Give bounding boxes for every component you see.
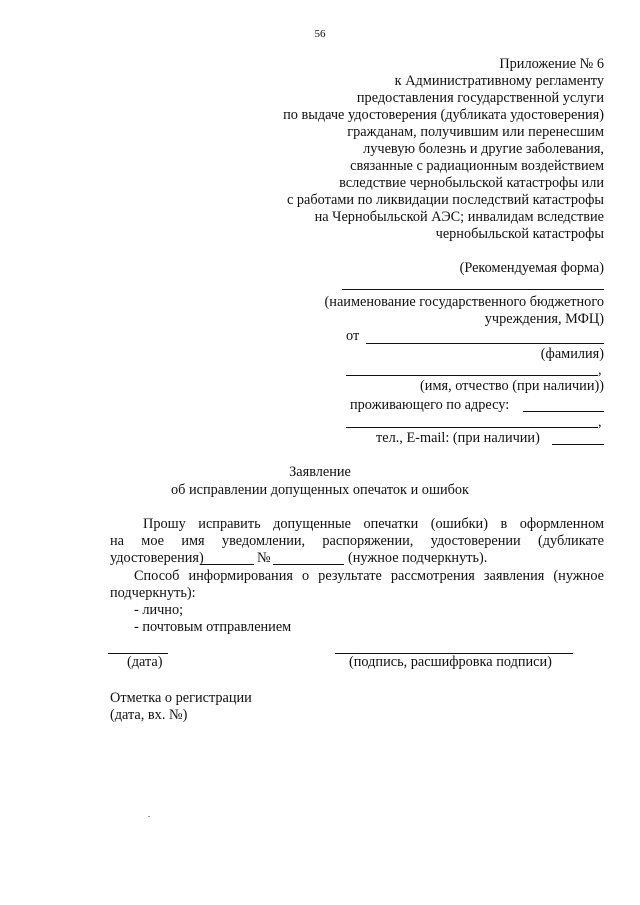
registration-mark: Отметка о регистрации bbox=[110, 690, 252, 706]
date-blank-line bbox=[200, 564, 254, 565]
option-in-person: - лично; bbox=[134, 602, 184, 618]
scan-speck bbox=[148, 816, 150, 817]
recommended-form-label: (Рекомендуемая форма) bbox=[459, 260, 604, 276]
appendix-line: на Чернобыльской АЭС; инвалидам вследствие bbox=[314, 209, 604, 225]
institution-caption: (наименование государственного бюджетного bbox=[324, 294, 604, 310]
contact-label: тел., E-mail: (при наличии) bbox=[376, 430, 540, 446]
surname-caption: (фамилия) bbox=[540, 346, 604, 362]
body-line: удостоверения) bbox=[110, 550, 204, 566]
date-caption: (дата) bbox=[127, 654, 163, 670]
name-line bbox=[346, 375, 598, 376]
from-label: от bbox=[346, 328, 360, 344]
appendix-line: с работами по ликвидации последствий катастрофы bbox=[286, 192, 604, 208]
body-line: Способ информирования о результате рассмотрения заявления (нужное bbox=[134, 568, 604, 584]
registration-details: (дата, вх. №) bbox=[110, 707, 188, 723]
address-line-2 bbox=[346, 427, 598, 428]
body-line: на мое имя уведомлении, распоряжении, удостоверении (дубликате bbox=[110, 533, 604, 549]
document-subtitle: об исправлении допущенных опечаток и ошибок bbox=[170, 482, 469, 498]
institution-caption: учреждения, МФЦ) bbox=[484, 311, 604, 327]
appendix-line: лучевую болезнь и другие заболевания, bbox=[363, 141, 604, 157]
body-line: Прошу исправить допущенные опечатки (ошибки) в оформленном bbox=[143, 516, 604, 532]
appendix-line: связанные с радиационным воздействием bbox=[350, 158, 604, 174]
appendix-line: по выдаче удостоверения (дубликата удостоверения) bbox=[283, 107, 604, 123]
number-sign: № bbox=[257, 550, 271, 566]
name-caption: (имя, отчество (при наличии)) bbox=[420, 378, 604, 394]
surname-line bbox=[366, 343, 604, 344]
signature-caption: (подпись, расшифровка подписи) bbox=[349, 654, 552, 670]
address-line bbox=[523, 411, 604, 412]
address-label: проживающего по адресу: bbox=[350, 397, 510, 413]
appendix-line: гражданам, получившим или перенесшим bbox=[347, 124, 604, 140]
institution-line bbox=[342, 289, 604, 290]
appendix-line: предоставления государственной услуги bbox=[356, 90, 604, 106]
appendix-line: чернобыльской катастрофы bbox=[435, 226, 604, 242]
appendix-line: к Административному регламенту bbox=[394, 73, 604, 89]
comma: , bbox=[598, 362, 602, 378]
appendix-line: Приложение № 6 bbox=[499, 56, 604, 72]
appendix-line: вследствие чернобыльской катастрофы или bbox=[339, 175, 604, 191]
contact-line bbox=[552, 444, 604, 445]
option-by-mail: - почтовым отправлением bbox=[134, 619, 292, 635]
body-note: (нужное подчеркнуть). bbox=[348, 550, 488, 566]
page-number: 56 bbox=[314, 28, 326, 40]
document-title: Заявление bbox=[289, 464, 351, 480]
body-line: подчеркнуть): bbox=[110, 585, 196, 601]
number-blank-line bbox=[273, 564, 344, 565]
comma: , bbox=[598, 414, 602, 430]
